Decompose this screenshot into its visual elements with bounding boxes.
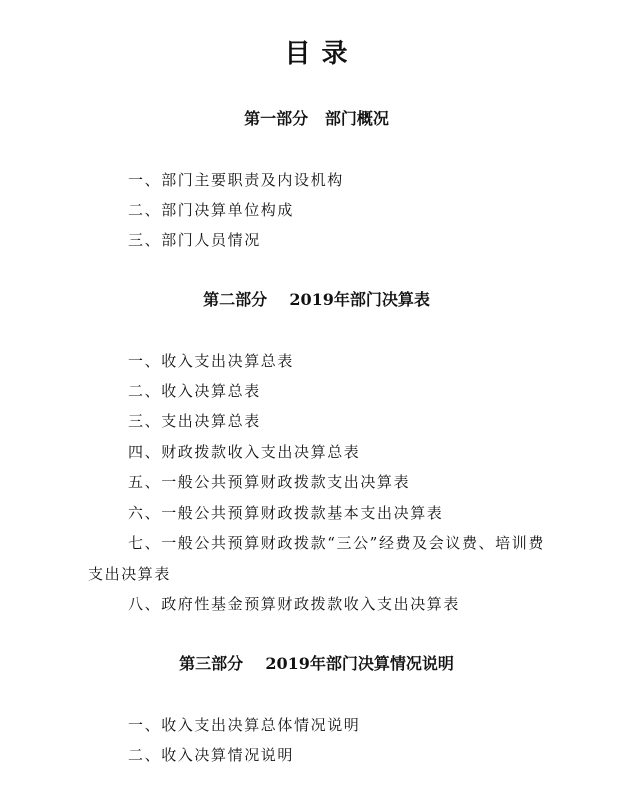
toc-item[interactable]: 三、部门人员情况 [128, 231, 261, 249]
toc-item[interactable]: 一、收入支出决算总体情况说明 [128, 716, 361, 734]
toc-item[interactable]: 六、一般公共预算财政拨款基本支出决算表 [128, 504, 444, 522]
toc-item[interactable]: 四、财政拨款收入支出决算总表 [128, 443, 361, 461]
toc-item[interactable]: 一、部门主要职责及内设机构 [128, 171, 344, 189]
section-heading-part3: 第三部分 2019年部门决算情况说明 [179, 654, 454, 673]
toc-item[interactable]: 五、一般公共预算财政拨款支出决算表 [128, 473, 411, 491]
toc-item[interactable]: 七、一般公共预算财政拨款“三公”经费及会议费、培训费支出决算表 [88, 534, 545, 583]
section-heading-part1: 第一部分 部门概况 [244, 109, 389, 128]
toc-item[interactable]: 二、收入决算情况说明 [128, 746, 295, 764]
section-heading-part2: 第二部分 2019年部门决算表 [203, 290, 430, 309]
toc-item[interactable]: 三、支出决算总表 [128, 412, 261, 430]
page-title: 目 录 [284, 39, 349, 69]
toc-item[interactable]: 一、收入支出决算总表 [128, 352, 295, 370]
toc-item[interactable]: 八、政府性基金预算财政拨款收入支出决算表 [128, 595, 461, 613]
toc-item[interactable]: 二、收入决算总表 [128, 382, 261, 400]
toc-item[interactable]: 二、部门决算单位构成 [128, 201, 295, 219]
